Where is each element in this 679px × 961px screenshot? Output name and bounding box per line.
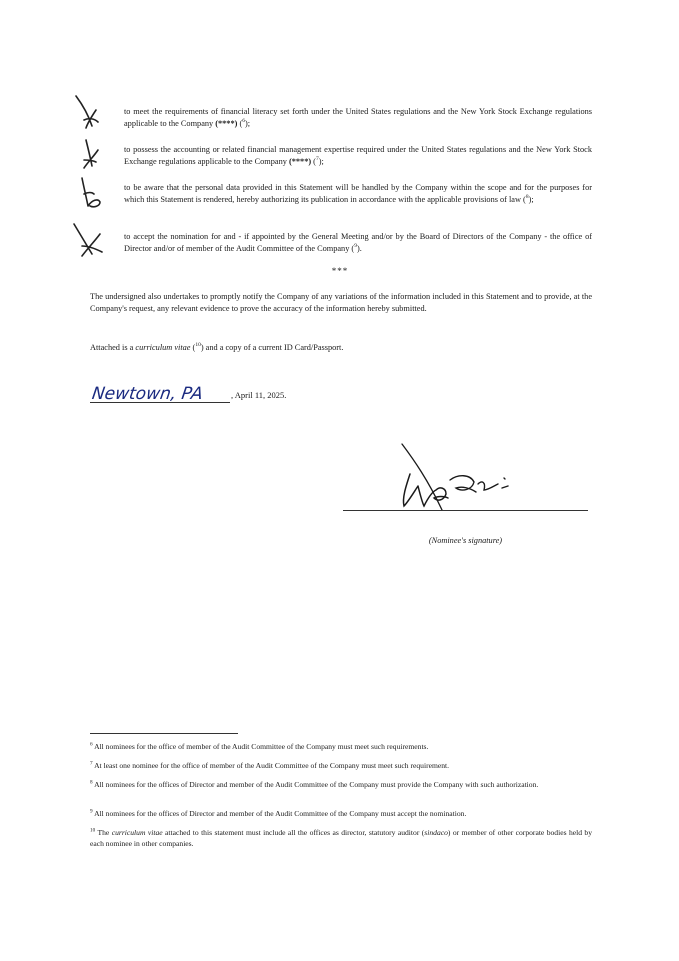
footnote-6: $^6$ All nominees for the office of member of the Audit Committee of the Company must meet such requirements.	[90, 741, 429, 751]
handwritten-x-icon	[70, 92, 116, 132]
signature-line	[343, 510, 588, 511]
handwritten-x-icon	[70, 136, 116, 176]
declaration-item-4: to accept the nomination for and - if appointed by the General Meeting and/or by the Board of Directors of the Company - the office of Director and/or of member of the Audit Committee of the Company ($^9$).	[124, 232, 592, 254]
handwritten-x-icon	[70, 174, 116, 214]
undertaking-paragraph: The undersigned also undertakes to promptly notify the Company of any variations of the information included in this Statement and to provide, at the Company's request, any relevant evidence to prove the accuracy of the information hereby submitted.	[90, 292, 592, 314]
footnote-8: $^8$ All nominees for the offices of Director and member of the Audit Committee of the Company must provide the Company with such authorization.	[90, 779, 539, 789]
footnote-7: $^7$ At least one nominee for the office of member of the Audit Committee of the Company must meet such requirement.	[90, 760, 450, 770]
place-line	[90, 402, 230, 403]
declaration-item-2: to possess the accounting or related financial management expertise required under the United States regulations and the New York Stock Exchange regulations applicable to the Company (****) ($^7$);	[124, 145, 592, 167]
footnote-9: $^9$ All nominees for the offices of Director and member of the Audit Committee of the Company must accept the nomination.	[90, 808, 467, 818]
declaration-item-1: to meet the requirements of financial literacy set forth under the United States regulations and the New York Stock Exchange regulations applicable to the Company (****) ($^6$);	[124, 107, 592, 129]
footnote-rule	[90, 733, 238, 734]
handwritten-place-text: Newtown, PA	[90, 384, 205, 404]
attached-paragraph: Attached is a curriculum vitae ($^{10}$) and a copy of a current ID Card/Passport.	[90, 342, 344, 352]
statement-date: , April 11, 2025.	[231, 390, 287, 400]
signature-caption: (Nominee's signature)	[428, 536, 503, 545]
nominee-signature	[384, 440, 554, 518]
section-separator: ***	[331, 266, 349, 276]
declaration-item-3: to be aware that the personal data provided in this Statement will be handled by the Company within the scope and for the purposes for which this Statement is rendered, hereby authorizing its publication in accordance with the applicable provisions of law ($^8$);	[124, 183, 592, 205]
handwritten-x-icon	[70, 220, 116, 260]
footnote-10: $^{10}$ The curriculum vitae attached to this statement must include all the offices as director, statutory auditor (sindaco) or member of other corporate bodies held by each nominee in other companies.	[90, 827, 593, 848]
